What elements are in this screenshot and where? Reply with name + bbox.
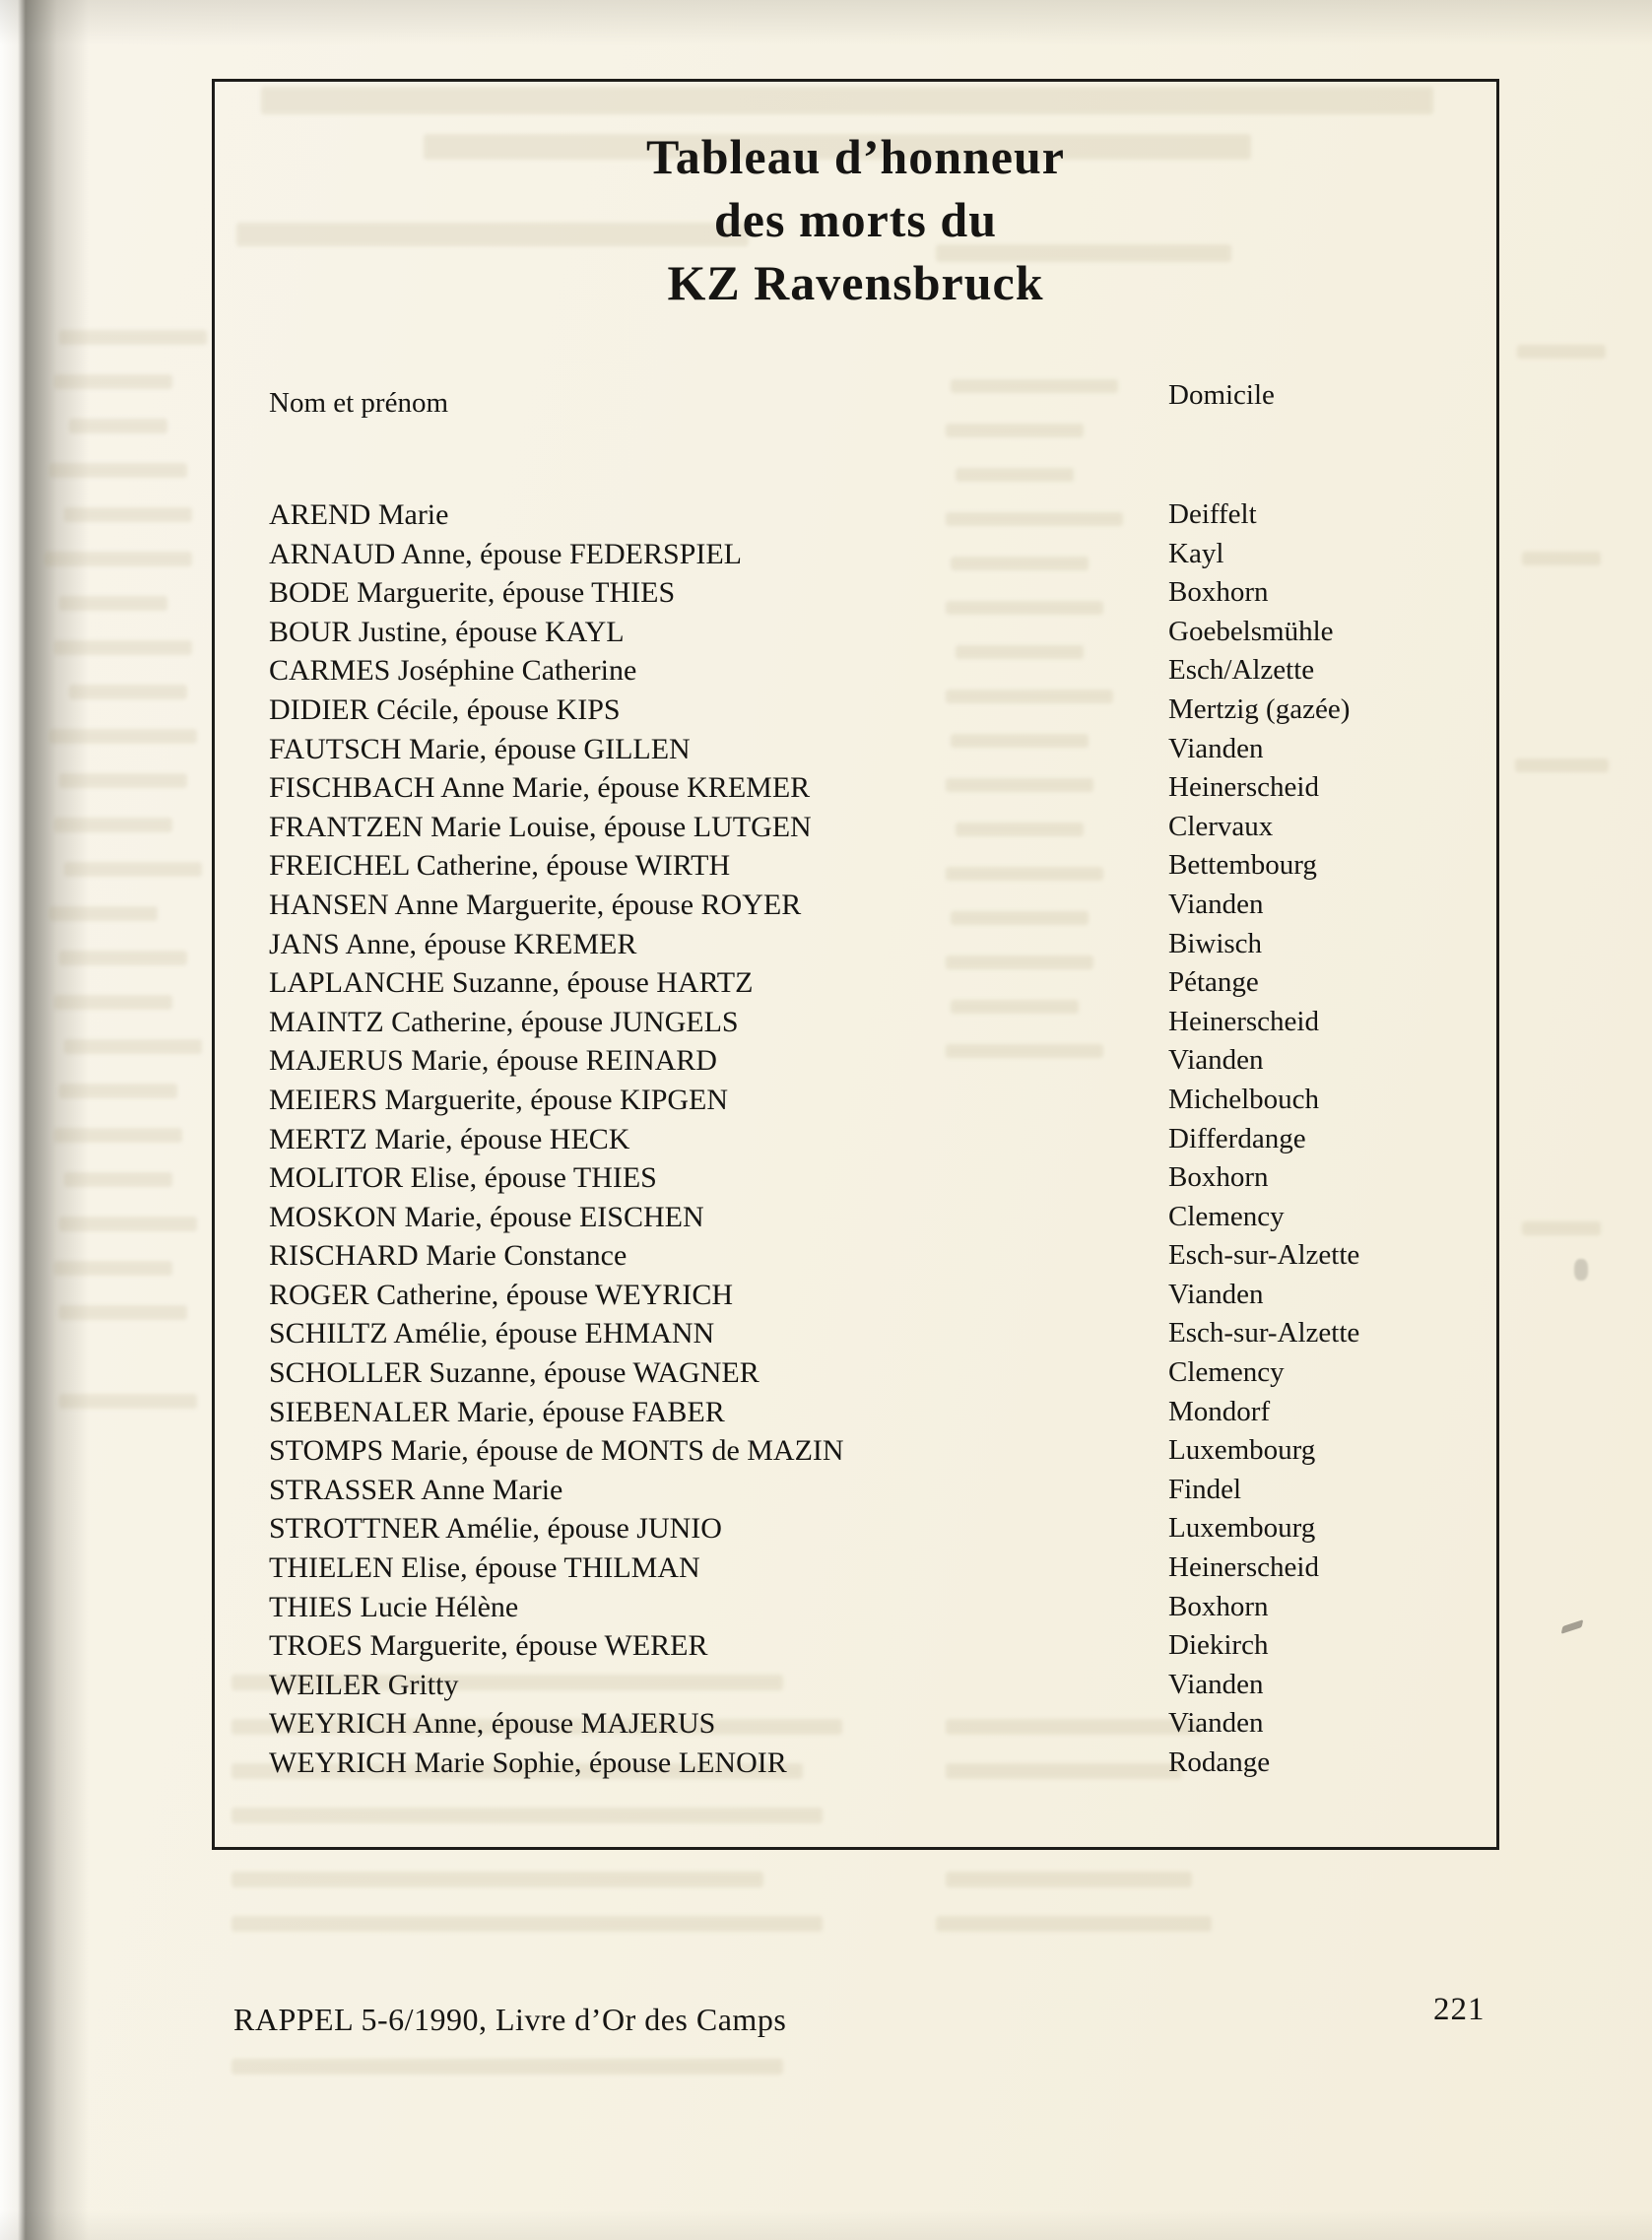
table-row [269, 691, 1490, 730]
table-row [269, 1081, 1490, 1120]
entry-name: BODE Marguerite, épouse THIES [269, 576, 676, 610]
bleedthrough-mark [54, 640, 192, 655]
entry-name: CARMES Joséphine Catherine [269, 654, 637, 688]
entry-name: FREICHEL Catherine, épouse WIRTH [269, 849, 731, 883]
table-row [269, 535, 1490, 574]
title-line-3: KZ Ravensbruck [667, 255, 1044, 310]
table-row [269, 651, 1490, 691]
table-row [269, 1548, 1490, 1588]
entry-name: SCHILTZ Amélie, épouse EHMANN [269, 1317, 715, 1351]
table-row [269, 1158, 1490, 1198]
scan-edge-shadow-top [0, 0, 1652, 45]
entry-name: JANS Anne, épouse KREMER [269, 927, 637, 960]
entry-name: STROTTNER Amélie, épouse JUNIO [269, 1512, 722, 1546]
entry-name: MOLITOR Elise, épouse THIES [269, 1161, 657, 1195]
bleedthrough-mark [1522, 1221, 1601, 1235]
entry-name: SCHOLLER Suzanne, épouse WAGNER [269, 1356, 760, 1390]
bleedthrough-mark [59, 330, 207, 345]
entry-name: WEYRICH Anne, épouse MAJERUS [269, 1707, 716, 1741]
column-header-name: Nom et prénom [269, 387, 449, 419]
bleedthrough-mark [64, 1172, 172, 1187]
bleedthrough-mark [64, 862, 202, 877]
entry-domicile: Pétange [1168, 966, 1259, 999]
entry-domicile: Mondorf [1168, 1395, 1271, 1427]
entry-domicile: Vianden [1168, 732, 1264, 764]
entry-domicile: Findel [1168, 1473, 1242, 1505]
entry-domicile: Clemency [1168, 1200, 1285, 1232]
entry-name: STRASSER Anne Marie [269, 1473, 563, 1506]
entry-name: THIELEN Elise, épouse THILMAN [269, 1551, 700, 1585]
title-line-1: Tableau d’honneur [645, 129, 1066, 184]
entry-name: MAJERUS Marie, épouse REINARD [269, 1044, 717, 1078]
entry-domicile: Vianden [1168, 1707, 1264, 1740]
column-header-domicile: Domicile [1168, 379, 1275, 411]
bleedthrough-mark [54, 818, 172, 832]
bleedthrough-mark [59, 1217, 197, 1231]
bleedthrough-mark [231, 1872, 763, 1887]
entry-name: ARNAUD Anne, épouse FEDERSPIEL [269, 537, 742, 570]
entry-domicile: Biwisch [1168, 927, 1263, 959]
table-row [269, 495, 1490, 535]
entry-domicile: Heinerscheid [1168, 1005, 1319, 1037]
entry-domicile: Heinerscheid [1168, 771, 1319, 804]
table-row [269, 768, 1490, 808]
table-row [269, 925, 1490, 964]
entry-domicile: Boxhorn [1168, 576, 1269, 609]
table-row [269, 1626, 1490, 1666]
entry-name: MAINTZ Catherine, épouse JUNGELS [269, 1005, 739, 1038]
title-line-2: des morts du [713, 192, 998, 247]
table-row [269, 1003, 1490, 1042]
entry-domicile: Vianden [1168, 888, 1264, 920]
entry-domicile: Deiffelt [1168, 498, 1257, 530]
entry-name: FAUTSCH Marie, épouse GILLEN [269, 732, 691, 765]
entry-name: TROES Marguerite, épouse WERER [269, 1629, 708, 1663]
entry-domicile: Esch/Alzette [1168, 654, 1315, 687]
bleedthrough-mark [44, 552, 192, 566]
entry-name: LAPLANCHE Suzanne, épouse HARTZ [269, 966, 754, 1000]
page-title [215, 125, 1496, 314]
bleedthrough-mark [59, 773, 187, 788]
table-row [269, 1198, 1490, 1237]
entry-name: BOUR Justine, épouse KAYL [269, 615, 625, 648]
entry-domicile: Michelbouch [1168, 1083, 1320, 1115]
bleedthrough-mark [231, 1916, 823, 1932]
entry-name: ROGER Catherine, épouse WEYRICH [269, 1278, 734, 1311]
entry-name: STOMPS Marie, épouse de MONTS de MAZIN [269, 1434, 844, 1468]
entry-domicile: Clemency [1168, 1356, 1285, 1389]
bleedthrough-mark [49, 906, 158, 921]
bleedthrough-mark [1522, 552, 1601, 565]
page-number: 221 [1433, 1992, 1486, 2027]
entry-name: MERTZ Marie, épouse HECK [269, 1122, 630, 1155]
footer-source-line: RAPPEL 5-6/1990, Livre d’Or des Camps [233, 2002, 787, 2037]
entry-name: HANSEN Anne Marguerite, épouse ROYER [269, 888, 802, 921]
entry-domicile: Vianden [1168, 1668, 1264, 1700]
bleedthrough-mark [936, 1916, 1212, 1932]
bleedthrough-mark [54, 995, 172, 1010]
bleedthrough-mark [59, 951, 187, 965]
entry-domicile: Goebelsmühle [1168, 615, 1334, 647]
entry-domicile: Mertzig (gazée) [1168, 692, 1351, 725]
bleedthrough-mark [1515, 758, 1609, 772]
table-row [269, 1120, 1490, 1159]
table-row [269, 1314, 1490, 1353]
table-row [269, 1041, 1490, 1081]
table-row [269, 1353, 1490, 1393]
bleedthrough-mark [1517, 345, 1606, 359]
entry-domicile: Diekirch [1168, 1629, 1269, 1662]
bleedthrough-mark [69, 685, 187, 699]
entry-name: THIES Lucie Hélène [269, 1590, 519, 1623]
entry-domicile: Kayl [1168, 537, 1224, 569]
entry-domicile: Vianden [1168, 1044, 1264, 1077]
bleedthrough-mark [59, 1394, 197, 1409]
honor-table-frame [212, 79, 1499, 1850]
bleedthrough-mark [231, 2059, 783, 2075]
entry-domicile: Bettembourg [1168, 849, 1317, 882]
bleedthrough-mark [49, 729, 197, 744]
bleedthrough-mark [64, 507, 192, 522]
table-row [269, 1236, 1490, 1276]
column-headers [269, 379, 1451, 419]
entry-name: WEYRICH Marie Sophie, épouse LENOIR [269, 1746, 787, 1779]
entry-name: RISCHARD Marie Constance [269, 1239, 628, 1273]
entry-name: WEILER Gritty [269, 1668, 459, 1701]
table-row [269, 613, 1490, 652]
entry-name: FISCHBACH Anne Marie, épouse KREMER [269, 771, 811, 805]
bleedthrough-mark [64, 1039, 202, 1054]
entry-domicile: Rodange [1168, 1746, 1271, 1778]
entry-domicile: Vianden [1168, 1278, 1264, 1310]
bleedthrough-mark [59, 596, 167, 611]
entry-domicile: Luxembourg [1168, 1512, 1316, 1545]
entry-name: DIDIER Cécile, épouse KIPS [269, 692, 621, 726]
entry-domicile: Heinerscheid [1168, 1551, 1319, 1584]
table-row [269, 573, 1490, 613]
entry-name: AREND Marie [269, 498, 449, 531]
table-row [269, 963, 1490, 1003]
entry-name: FRANTZEN Marie Louise, épouse LUTGEN [269, 810, 812, 843]
pencil-stray-mark [1561, 1619, 1584, 1634]
entry-domicile: Boxhorn [1168, 1161, 1269, 1194]
entry-name: SIEBENALER Marie, épouse FABER [269, 1395, 725, 1428]
table-row [269, 1431, 1490, 1471]
bleedthrough-mark [59, 1084, 177, 1098]
table-row [269, 1471, 1490, 1510]
scan-edge-shadow-left [0, 0, 89, 2240]
table-row [269, 846, 1490, 886]
entry-domicile: Differdange [1168, 1122, 1306, 1154]
table-row [269, 1744, 1490, 1783]
scan-edge-shadow-bottom [0, 2210, 1652, 2240]
table-row [269, 1588, 1490, 1627]
bleedthrough-mark [54, 1128, 182, 1143]
entry-name: MEIERS Marguerite, épouse KIPGEN [269, 1083, 729, 1116]
table-row [269, 886, 1490, 925]
entries-list [269, 495, 1490, 1783]
bleedthrough-mark [54, 374, 172, 389]
entry-domicile: Esch-sur-Alzette [1168, 1317, 1360, 1350]
table-row [269, 1666, 1490, 1705]
bleedthrough-mark [69, 419, 167, 433]
bleedthrough-mark [54, 1261, 172, 1276]
table-row [269, 1276, 1490, 1315]
table-row [269, 1509, 1490, 1548]
table-row [269, 730, 1490, 769]
margin-smudge [1574, 1259, 1588, 1281]
table-row [269, 808, 1490, 847]
bleedthrough-mark [49, 463, 187, 478]
bleedthrough-mark [59, 1305, 187, 1320]
entry-domicile: Boxhorn [1168, 1590, 1269, 1622]
table-row [269, 1704, 1490, 1744]
entry-domicile: Clervaux [1168, 810, 1274, 842]
entry-name: MOSKON Marie, épouse EISCHEN [269, 1200, 704, 1233]
entry-domicile: Esch-sur-Alzette [1168, 1239, 1360, 1272]
bleedthrough-mark [946, 1872, 1192, 1887]
table-row [269, 1393, 1490, 1432]
entry-domicile: Luxembourg [1168, 1434, 1316, 1467]
